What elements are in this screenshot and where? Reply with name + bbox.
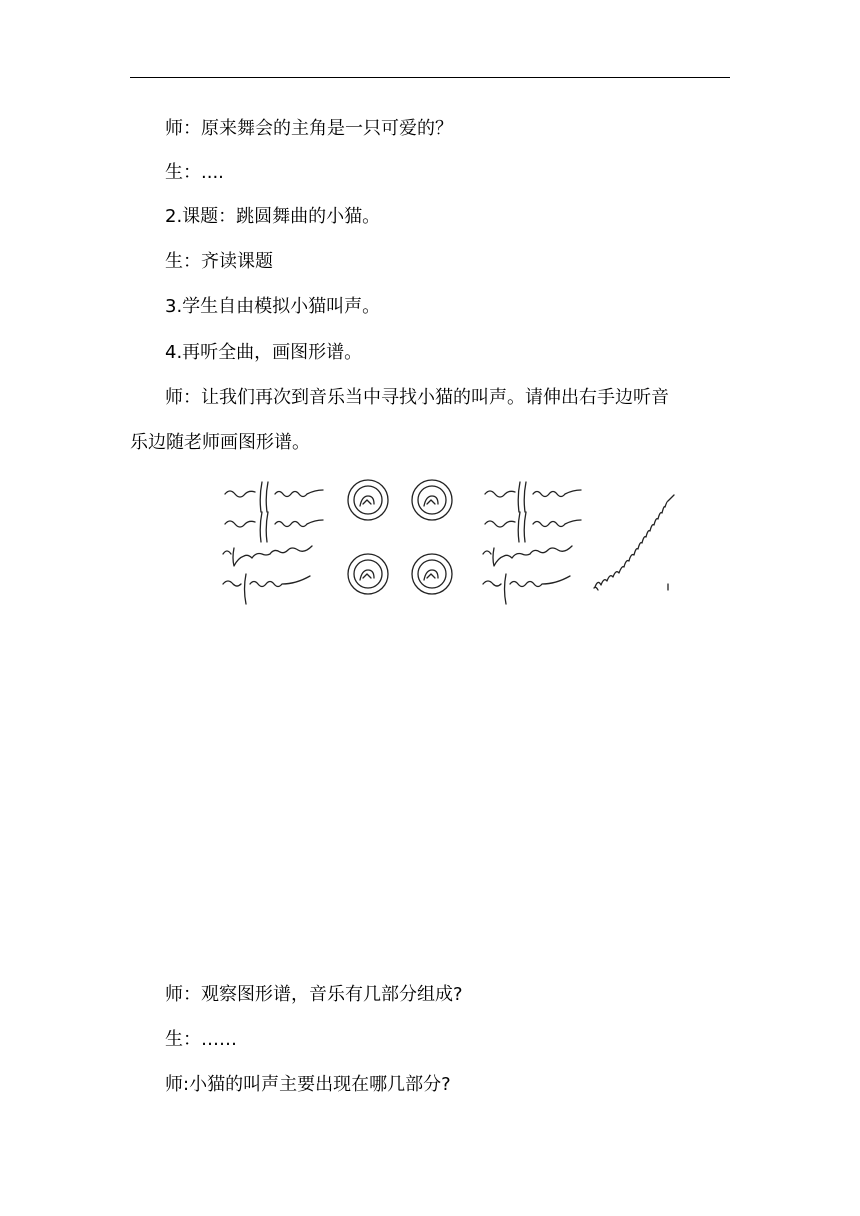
squiggle-group-left xyxy=(223,482,323,604)
graphic-score-figure xyxy=(220,472,690,617)
paragraph-line: 生：…… xyxy=(165,1029,237,1050)
paragraph-line: 乐边随老师画图形谱。 xyxy=(130,432,310,453)
paragraph-line: 生：齐读课题 xyxy=(165,251,273,272)
graphic-score-drawing xyxy=(220,472,690,617)
squiggle-group-right xyxy=(483,482,581,604)
paragraph-line: 师:小猫的叫声主要出现在哪几部分? xyxy=(165,1074,451,1095)
paragraph-line: 师：让我们再次到音乐当中寻找小猫的叫声。请伸出右手边听音 xyxy=(165,387,669,408)
spiral-group xyxy=(348,480,452,594)
paragraph-line: 4.再听全曲，画图形谱。 xyxy=(165,342,363,363)
paragraph-line: 2.课题：跳圆舞曲的小猫。 xyxy=(165,206,381,227)
header-rule xyxy=(130,77,730,78)
paragraph-line: 师：观察图形谱，音乐有几部分组成? xyxy=(165,984,463,1005)
paragraph-line: 师：原来舞会的主角是一只可爱的？ xyxy=(165,118,453,139)
paragraph-line: 3.学生自由模拟小猫叫声。 xyxy=(165,296,381,317)
rising-glissando-line xyxy=(594,495,674,590)
paragraph-line: 生：.... xyxy=(165,162,224,183)
